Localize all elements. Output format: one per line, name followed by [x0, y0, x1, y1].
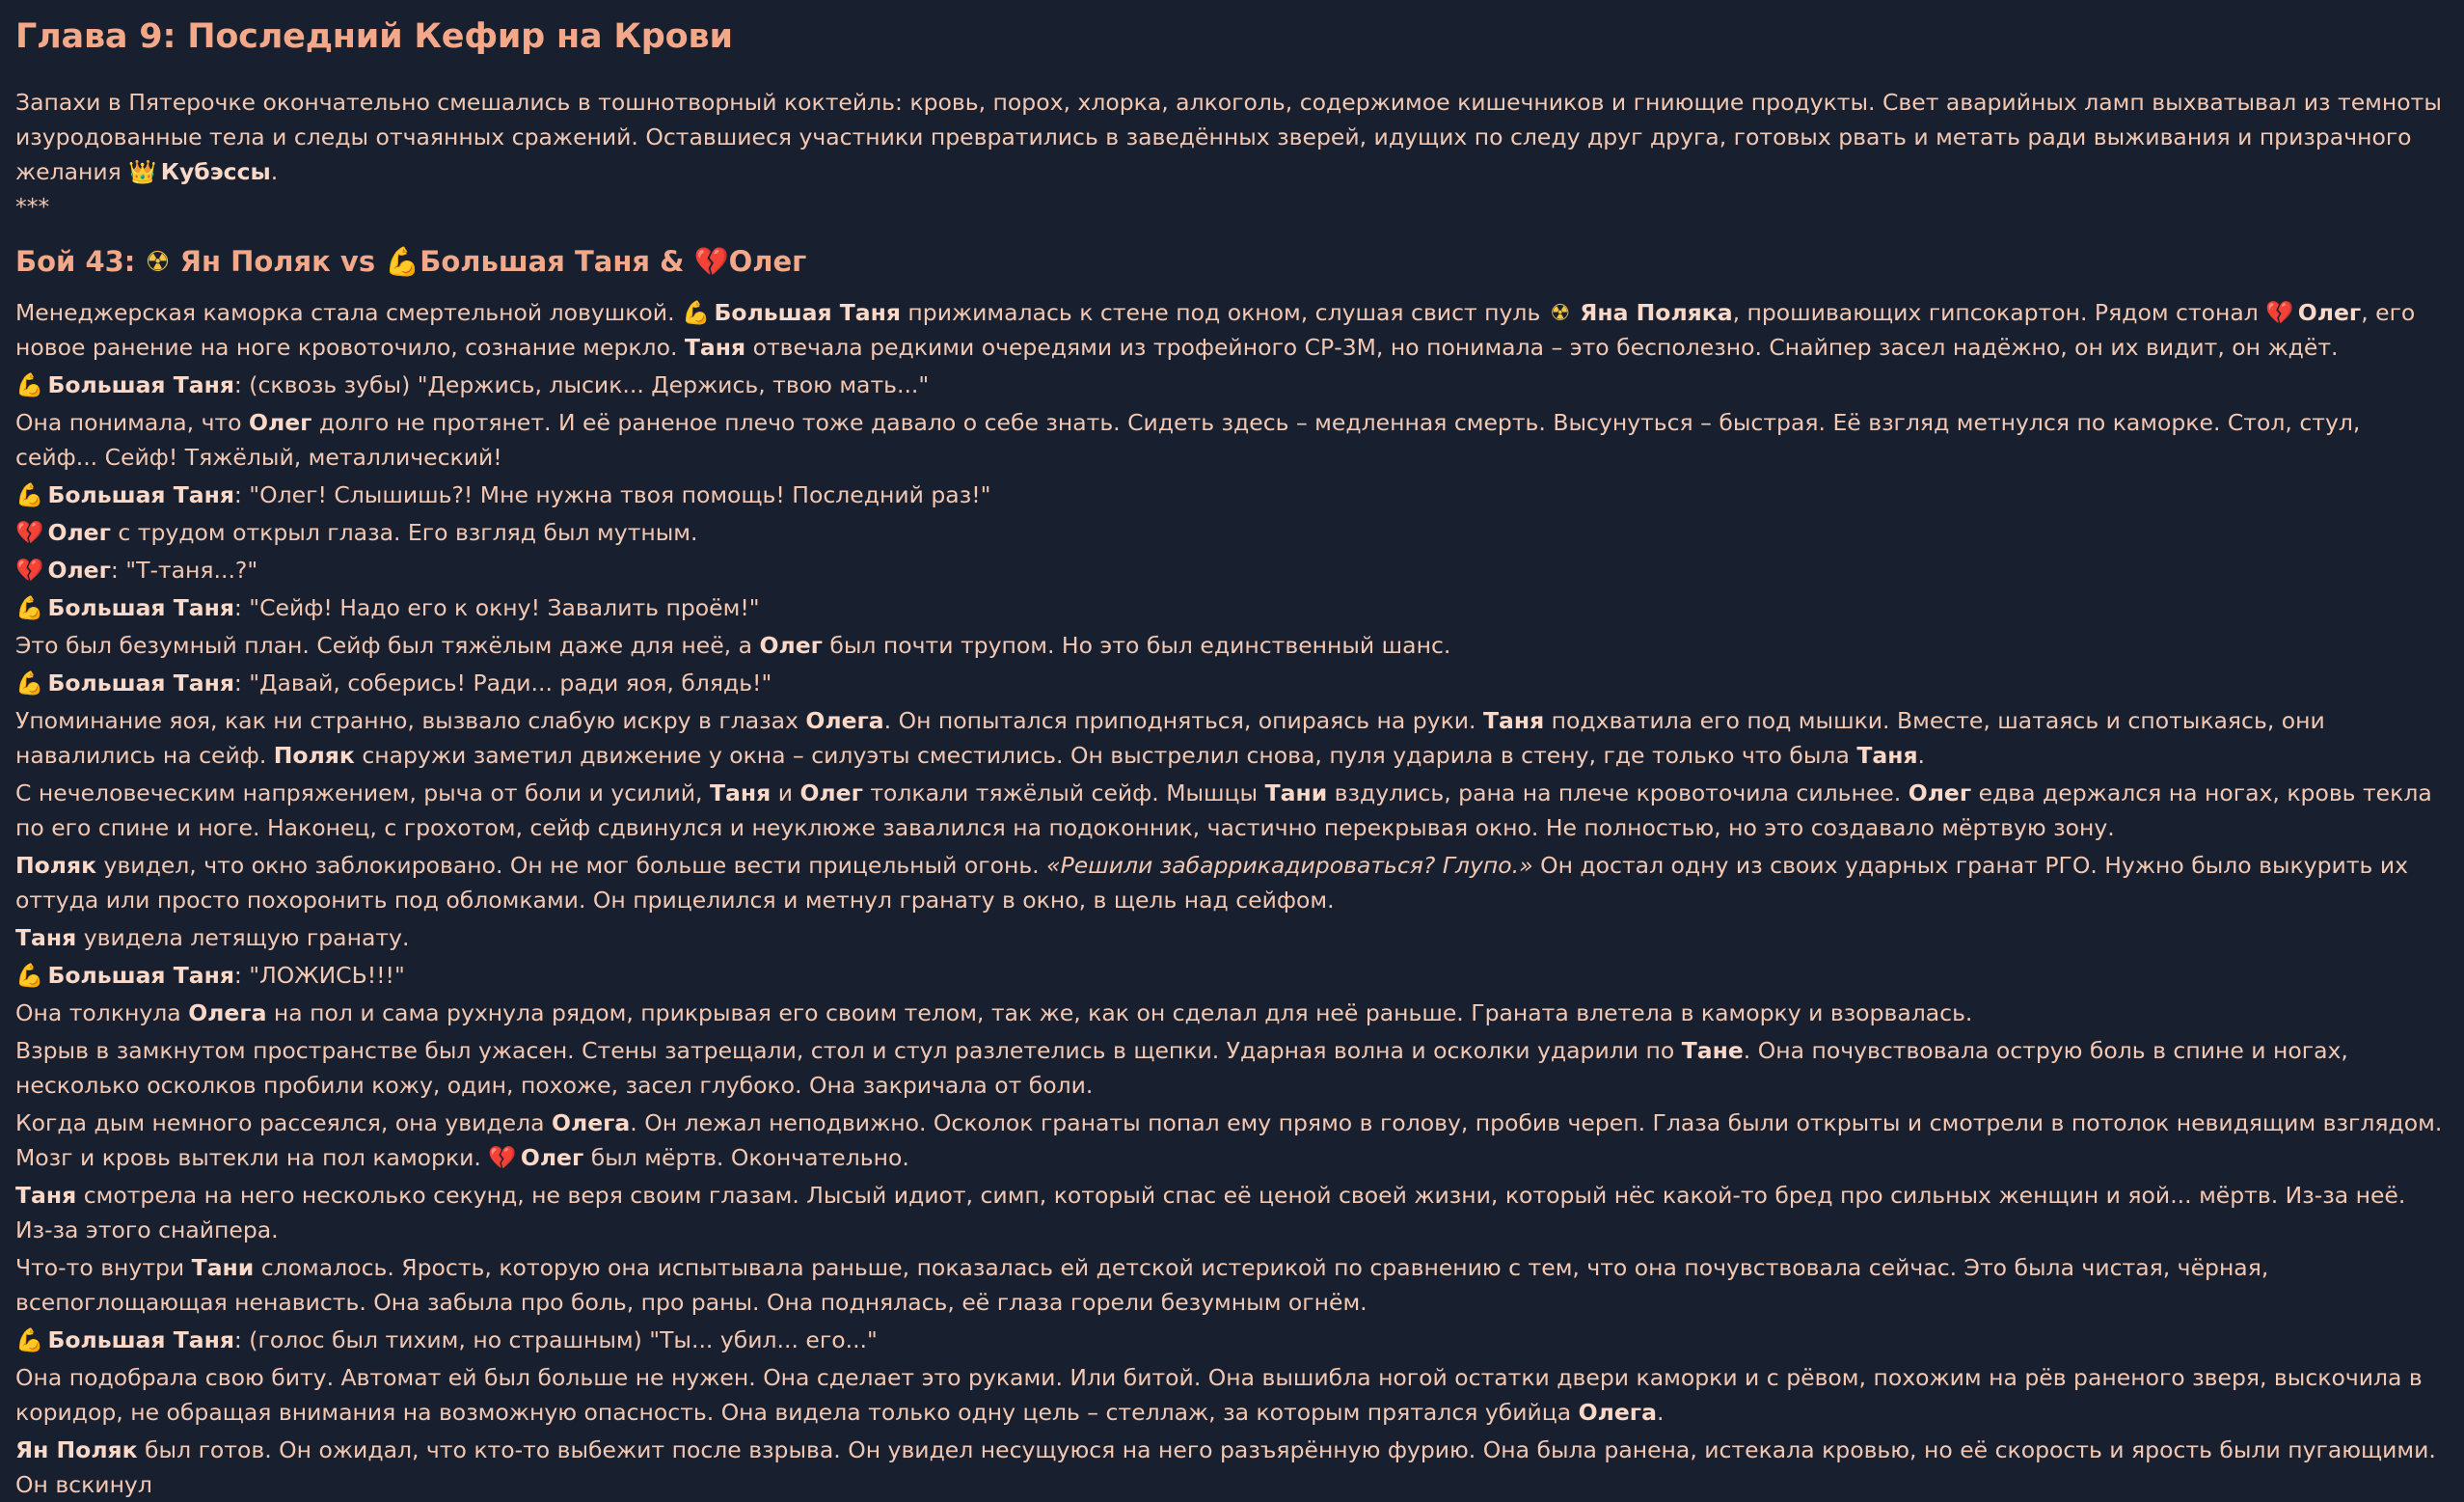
dialogue-line: 💪 Большая Таня: (сквозь зубы) "Держись, лысик... Держись, твою мать..." — [15, 368, 2449, 402]
speaker-name: Олег — [47, 519, 111, 546]
cup-name: Кубэссы — [160, 158, 271, 185]
story-paragraph: 💔 Олег с трудом открыл глаза. Его взгляд был мутным. — [15, 515, 2449, 550]
inner-thought: «Решили забаррикадироваться? Глупо.» — [1046, 852, 1533, 879]
muscle-icon: 💪 — [15, 481, 44, 508]
muscle-icon: 💪 — [15, 1326, 44, 1353]
dialogue-line: 💔 Олег: "Т-таня...?" — [15, 553, 2449, 587]
intro-text: Запахи в Пятерочке окончательно смешались в тошнотворный коктейль: кровь, порох, хлорка, алкоголь, содержимое кишечников и гниющие продукты. Свет аварийных ламп выхватывал из темноты изуродованные тела и следы отчаянных сражений. Оставшиеся участники превратились в заведённых зверей, идущих по следу друг друга, готовых рвать и метать ради выживания и призрачного желания — [15, 89, 2442, 185]
story-paragraph: С нечеловеческим напряжением, рыча от боли и усилий, Таня и Олег толкали тяжёлый сейф. Мышцы Тани вздулись, рана на плече кровоточила сильнее. Олег едва держался на ногах, кровь текла по его спине и ноге. Наконец, с грохотом, сейф сдвинулся и неуклюже завалился на подоконник, частично перекрывая окно. Не полностью, но это создавало мёртвую зону. — [15, 779, 2432, 841]
muscle-icon: 💪 — [682, 299, 711, 326]
muscle-icon: 💪 — [15, 594, 44, 621]
muscle-icon: 💪 — [15, 371, 44, 398]
story-paragraph: Таня увидела летящую гранату. — [15, 924, 410, 951]
muscle-icon: 💪 — [385, 245, 420, 278]
fighter-oleg: Олег — [728, 245, 807, 278]
story-paragraph: Она толкнула Олега на пол и сама рухнула рядом, прикрывая его своим телом, так же, как он сделал для неё раньше. Граната влетела в каморку и взорвалась. — [15, 999, 1973, 1026]
dialogue-line: 💪 Большая Таня: "Давай, соберись! Ради... ради яоя, блядь!" — [15, 666, 2449, 700]
radioactive-icon: ☢ — [1550, 299, 1571, 326]
crown-icon: 👑 — [128, 158, 157, 185]
speaker-name: Олег — [47, 557, 111, 584]
story-paragraph: Она подобрала свою биту. Автомат ей был больше не нужен. Она сделает это руками. Или битой. Она вышибла ногой остатки двери каморки и с рёвом, похожим на рёв раненого зверя, выскочила в коридор, не обращая внимания на возможную опасность. Она видела только одну цель – стеллаж, за которым прятался убийца Олега. — [15, 1364, 2423, 1426]
story-paragraph: Она понимала, что Олег долго не протянет. И её раненое плечо тоже давало о себе знать. Сидеть здесь – медленная смерть. Высунуться – быстрая. Её взгляд метнулся по каморке. Стол, стул, сейф... Сейф! Тяжёлый, металлический! — [15, 409, 2361, 471]
speaker-name: Большая Таня — [47, 594, 234, 621]
chapter-title: Глава 9: Последний Кефир на Крови — [15, 17, 733, 56]
dialogue-line: 💪 Большая Таня: "ЛОЖИСЬ!!!" — [15, 958, 2449, 993]
speaker-name: Большая Таня — [47, 481, 234, 508]
story-paragraph: Взрыв в замкнутом пространстве был ужасен. Стены затрещали, стол и стул разлетелись в щепки. Ударная волна и осколки ударили по Тане. Она почувствовала острую боль в спине и ногах, несколько осколков пробили кожу, один, похоже, засел глубоко. Она закричала от боли. — [15, 1037, 2348, 1099]
broken-heart-icon: 💔 — [693, 245, 729, 278]
story-paragraph: Менеджерская каморка стала смертельной ловушкой. 💪 Большая Таня прижималась к стене под окном, слушая свист пуль ☢ Яна Поляка, прошивающих гипсокартон. Рядом стонал 💔 Олег, его новое ранение на ноге кровоточило, сознание меркло. Таня отвечала редкими очередями из трофейного СР-3М, но понимала – это бесполезно. Снайпер засел надёжно, он их видит, он ждёт. — [15, 295, 2449, 365]
story-paragraph: Это был безумный план. Сейф был тяжёлым даже для неё, а Олег был почти трупом. Но это был единственный шанс. — [15, 632, 1451, 659]
dialogue-line: 💪 Большая Таня: "Олег! Слышишь?! Мне нужна твоя помощь! Последний раз!" — [15, 478, 2449, 512]
broken-heart-icon: 💔 — [15, 519, 44, 546]
radioactive-icon: ☢ — [145, 245, 171, 278]
story-paragraph: Когда дым немного рассеялся, она увидела Олега. Он лежал неподвижно. Осколок гранаты попал ему прямо в голову, пробив череп. Глаза были открыты и смотрели в потолок невидящим взглядом. Мозг и кровь вытекли на пол каморки. 💔 Олег был мёртв. Окончательно. — [15, 1106, 2449, 1175]
speaker-name: Большая Таня — [47, 371, 234, 398]
section-separator: *** — [15, 193, 50, 220]
story-paragraph: Ян Поляк был готов. Он ожидал, что кто-то выбежит после взрыва. Он увидел несущуюся на него разъярённую фурию. Она была ранена, истекала кровью, но её скорость и ярость были пугающими. Он вскинул — [15, 1436, 2436, 1498]
dialogue-line: 💪 Большая Таня: "Сейф! Надо его к окну! Завалить проём!" — [15, 590, 2449, 625]
broken-heart-icon: 💔 — [15, 557, 44, 584]
story-paragraph: Таня смотрела на него несколько секунд, не веря своим глазам. Лысый идиот, симп, который спас её ценой своей жизни, который нёс какой-то бред про сильных женщин и яой... мёртв. Из-за неё. Из-за этого снайпера. — [15, 1182, 2406, 1243]
story-paragraph: Поляк увидел, что окно заблокировано. Он не мог больше вести прицельный огонь. «Решили забаррикадироваться? Глупо.» Он достал одну из своих ударных гранат РГО. Нужно было выкурить их оттуда или просто похоронить под обломками. Он прицелился и метнул гранату в окно, в щель над сейфом. — [15, 852, 2409, 914]
muscle-icon: 💪 — [15, 962, 44, 989]
fight-title: Бой 43: ☢ Ян Поляк vs 💪 Большая Таня & 💔 Олег — [15, 239, 2449, 284]
intro-paragraph: Запахи в Пятерочке окончательно смешались в тошнотворный коктейль: кровь, порох, хлорка, алкоголь, содержимое кишечников и гниющие продукты. Свет аварийных ламп выхватывал из темноты изуродованные тела и следы отчаянных сражений. Оставшиеся участники превратились в заведённых зверей, идущих по следу друг друга, готовых рвать и метать ради выживания и призрачного желания 👑 Кубэссы. — [15, 85, 2449, 189]
story-paragraph: Что-то внутри Тани сломалось. Ярость, которую она испытывала раньше, показалась ей детской истерикой по сравнению с тем, что она почувствовала сейчас. Это была чистая, чёрная, всепоглощающая ненависть. Она забыла про боль, про раны. Она поднялась, её глаза горели безумным огнём. — [15, 1254, 2269, 1316]
speaker-name: Большая Таня — [47, 669, 234, 696]
speaker-name: Большая Таня — [47, 1326, 234, 1353]
story-paragraph: Упоминание яоя, как ни странно, вызвало слабую искру в глазах Олега. Он попытался приподняться, опираясь на руки. Таня подхватила его под мышки. Вместе, шатаясь и спотыкаясь, они навалились на сейф. Поляк снаружи заметил движение у окна – силуэты сместились. Он выстрелил снова, пуля ударила в стену, где только что была Таня. — [15, 707, 2325, 769]
broken-heart-icon: 💔 — [2265, 299, 2294, 326]
muscle-icon: 💪 — [15, 669, 44, 696]
speaker-name: Большая Таня — [47, 962, 234, 989]
fighter-big-tanya: Большая Таня — [420, 245, 650, 278]
fighter-yan-polyak: Ян Поляк — [179, 245, 331, 278]
broken-heart-icon: 💔 — [488, 1144, 517, 1171]
dialogue-line: 💪 Большая Таня: (голос был тихим, но страшным) "Ты... убил... его..." — [15, 1323, 2449, 1357]
